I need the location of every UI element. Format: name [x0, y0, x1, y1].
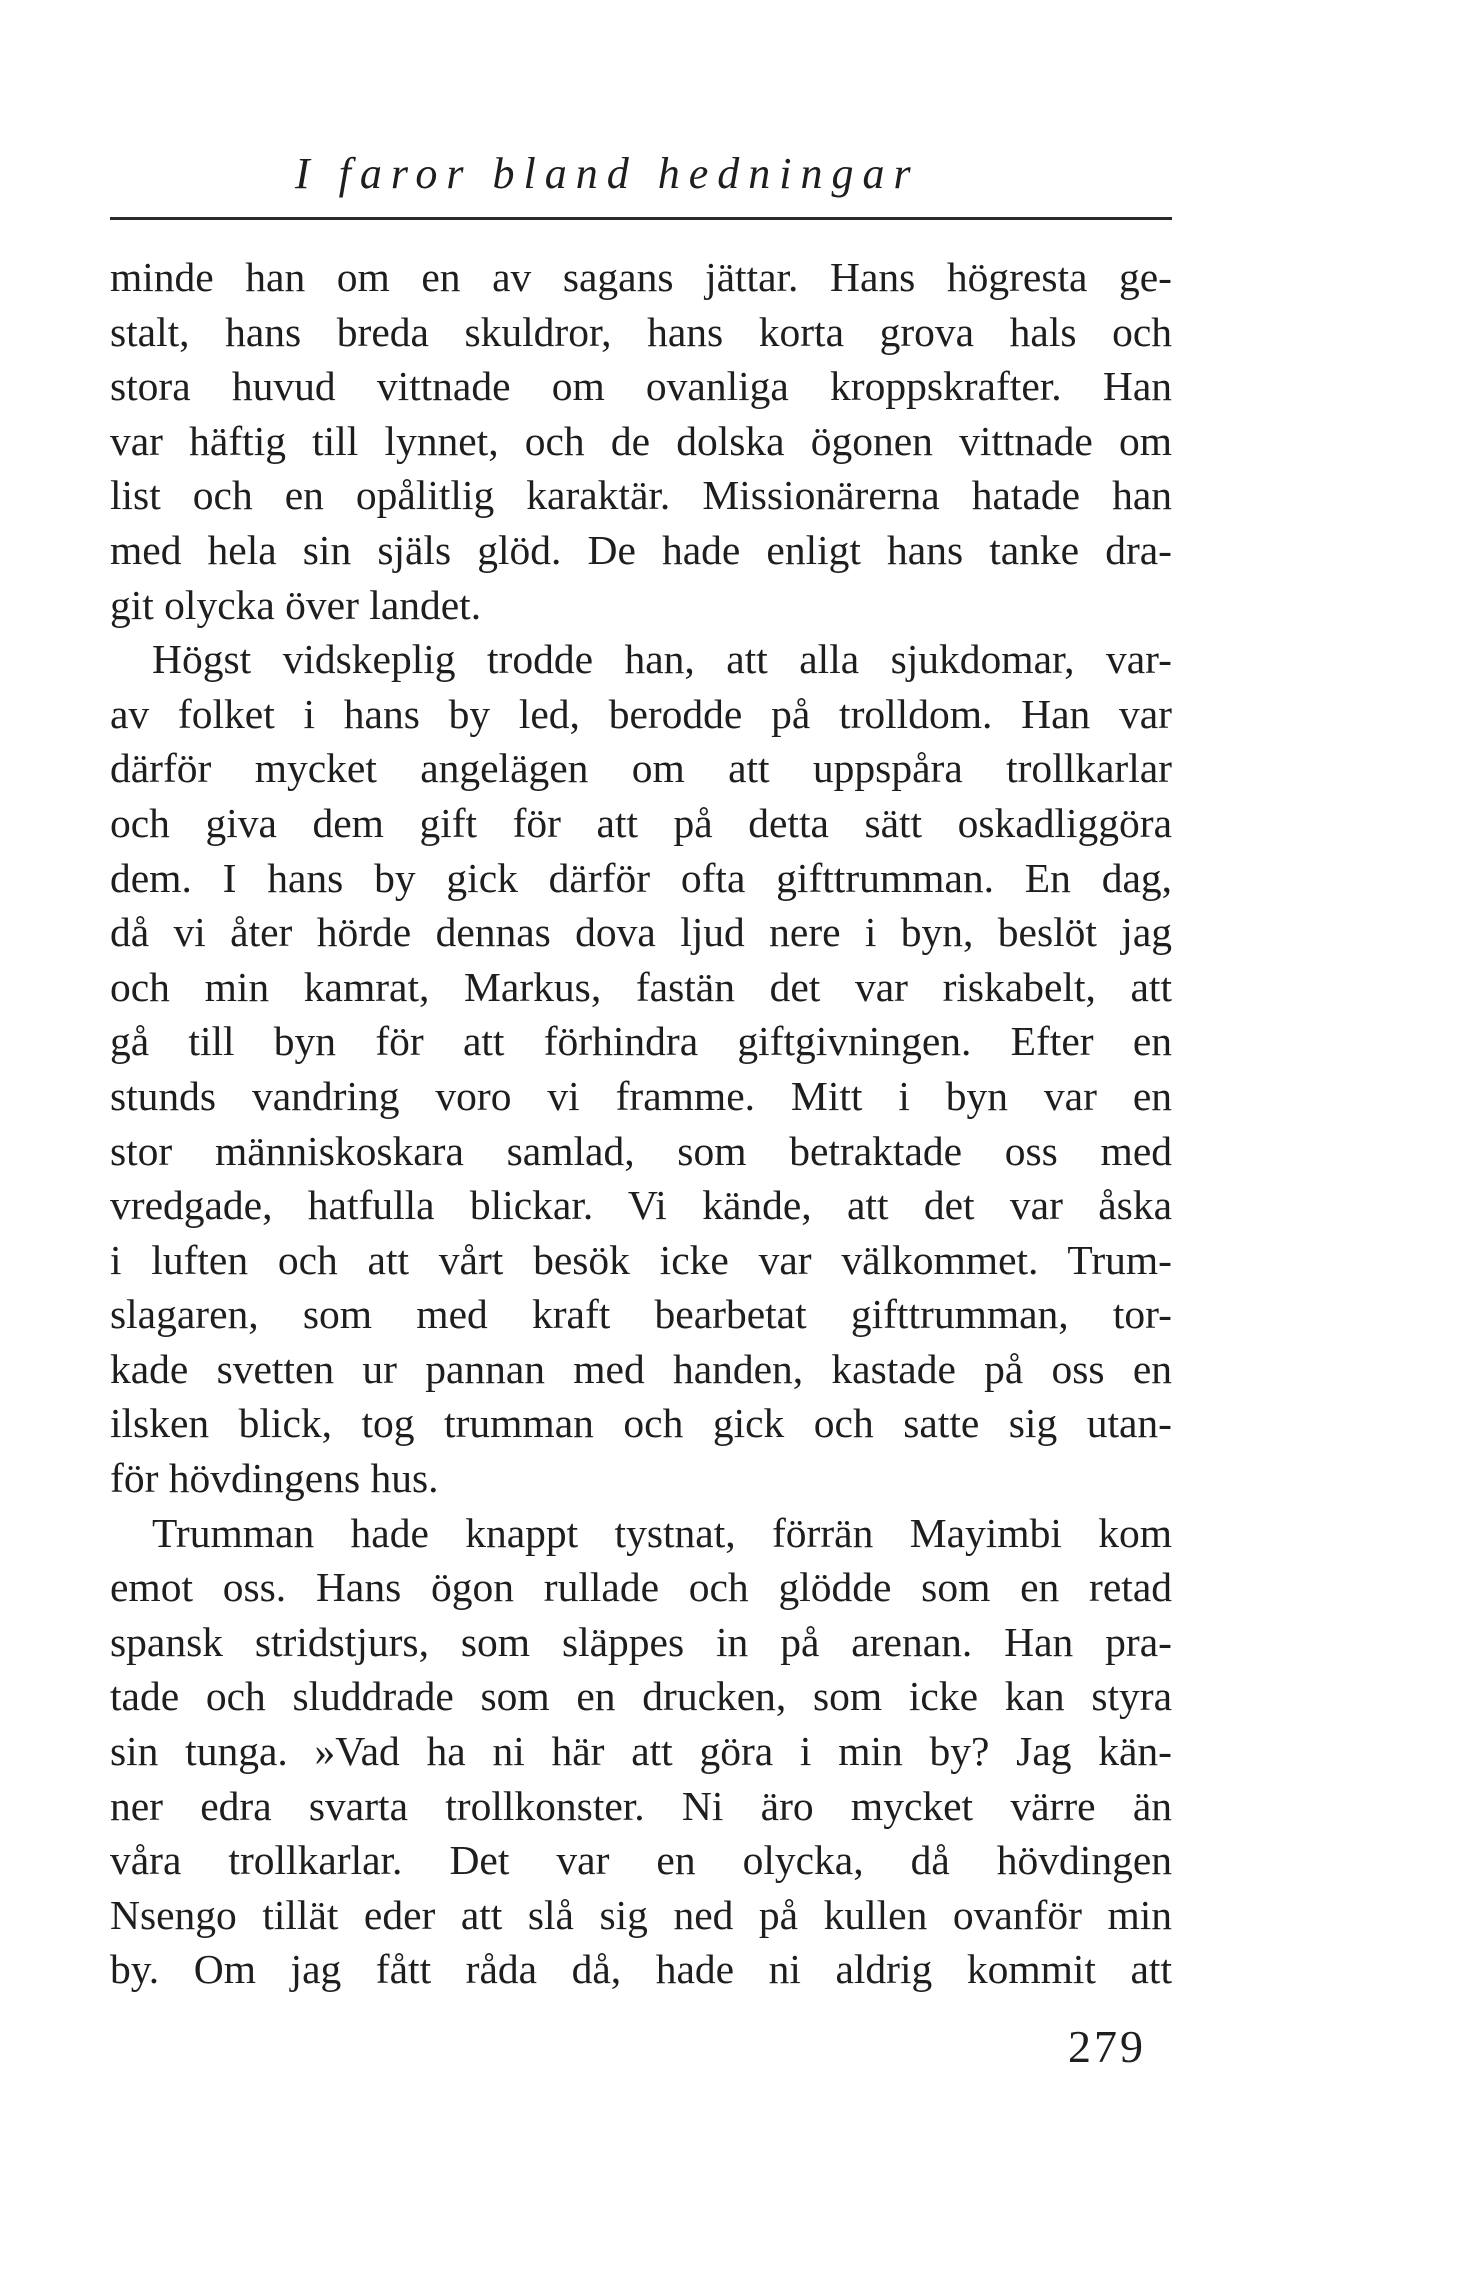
text-line: gå till byn för att förhindra giftgivningen. Efter en — [110, 1018, 1172, 1065]
text-line: stor människoskara samlad, som betraktade oss med — [110, 1127, 1172, 1174]
text-line: emot oss. Hans ögon rullade och glödde som en retad — [110, 1564, 1172, 1611]
text-line: minde han om en av sagans jättar. Hans högresta ge- — [110, 254, 1172, 300]
text-line: spansk stridstjurs, som släppes in på arenan. Han pra- — [110, 1618, 1172, 1665]
text-line: Trumman hade knappt tystnat, förrän Mayimbi kom — [152, 1509, 1172, 1556]
running-head: I faror bland hedningar — [295, 149, 920, 198]
text-line: list och en opålitlig karaktär. Missionärerna hatade han — [110, 472, 1172, 519]
text-line: tade och sluddrade som en drucken, som icke kan styra — [110, 1673, 1172, 1720]
text-line: med hela sin själs glöd. De hade enligt hans tanke dra- — [110, 526, 1172, 573]
text-line: stora huvud vittnade om ovanliga kroppskrafter. Han — [110, 363, 1172, 410]
text-line: för hövdingens hus. — [110, 1455, 439, 1502]
text-line: stunds vandring voro vi framme. Mitt i byn var en — [110, 1072, 1172, 1119]
text-line: Nsengo tillät eder att slå sig ned på kullen ovanför min — [110, 1891, 1172, 1938]
text-line: sin tunga. »Vad ha ni här att göra i min by? Jag kän- — [110, 1728, 1172, 1775]
header-rule — [110, 217, 1172, 220]
text-line: var häftig till lynnet, och de dolska ögonen vittnade om — [110, 417, 1172, 464]
text-line: dem. I hans by gick därför ofta gifttrumman. En dag, — [110, 854, 1172, 901]
text-line: och min kamrat, Markus, fastän det var riskabelt, att — [110, 963, 1172, 1010]
text-line: git olycka över landet. — [110, 581, 482, 628]
text-line: Högst vidskeplig trodde han, att alla sjukdomar, var- — [152, 636, 1172, 683]
text-line: våra trollkarlar. Det var en olycka, då hövdingen — [110, 1837, 1172, 1884]
text-line: av folket i hans by led, berodde på trolldom. Han var — [110, 690, 1172, 737]
text-line: då vi åter hörde dennas dova ljud nere i byn, beslöt jag — [110, 909, 1172, 956]
text-line: kade svetten ur pannan med handen, kastade på oss en — [110, 1345, 1172, 1392]
text-line: ilsken blick, tog trumman och gick och satte sig utan- — [110, 1400, 1172, 1447]
text-line: därför mycket angelägen om att uppspåra trollkarlar — [110, 745, 1172, 792]
body-text — [110, 250, 1172, 1997]
page-number: 279 — [1068, 2021, 1146, 2072]
text-line: i luften och att vårt besök icke var välkommet. Trum- — [110, 1236, 1172, 1283]
text-line: stalt, hans breda skuldror, hans korta grova hals och — [110, 308, 1172, 355]
text-line: vredgade, hatfulla blickar. Vi kände, att det var åska — [110, 1182, 1172, 1229]
text-line: slagaren, som med kraft bearbetat gifttrumman, tor- — [110, 1291, 1172, 1338]
text-line: och giva dem gift för att på detta sätt oskadliggöra — [110, 799, 1172, 846]
text-line: ner edra svarta trollkonster. Ni äro mycket värre än — [110, 1782, 1172, 1829]
text-line: by. Om jag fått råda då, hade ni aldrig kommit att — [110, 1946, 1172, 1993]
